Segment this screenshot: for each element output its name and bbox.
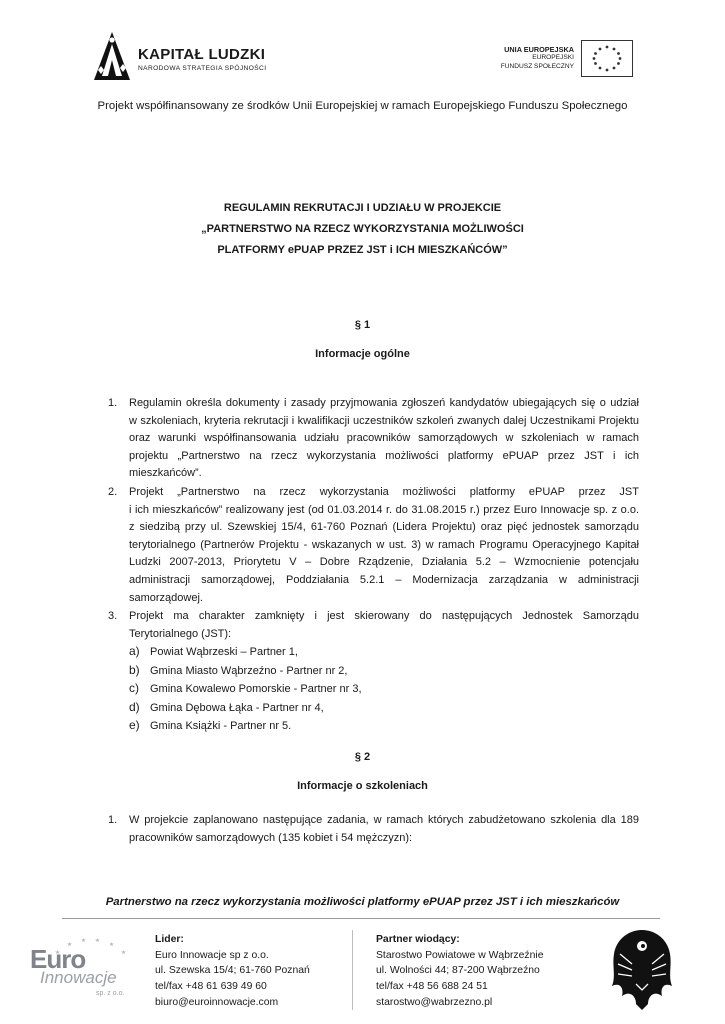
- eu-label-line3: FUNDUSZ SPOŁECZNY: [500, 62, 574, 70]
- leader-line: ul. Szewska 15/4; 61-760 Poznań: [155, 965, 310, 977]
- eu-label-line2: EUROPEJSKI: [532, 54, 574, 61]
- text-line: oraz warunki współfinansowania udziału pracowników samorządowych w szkoleniach w ramach: [129, 432, 639, 445]
- footer-divider: [62, 918, 660, 919]
- kapital-ludzki-title: KAPITAŁ LUDZKI: [138, 46, 266, 63]
- text-line: projektu „Partnerstwo na rzecz wykorzystania możliwości platformy ePUAP przez JST i ich: [129, 449, 639, 462]
- section2-heading: Informacje o szkoleniach: [297, 780, 428, 792]
- list-item: [129, 662, 529, 681]
- list-text: Powiat Wąbrzeski – Partner 1,: [150, 646, 298, 658]
- text-line: Regulamin określa dokumenty i zasady przyjmowania zgłoszeń kandydatów ubiegających się o udział: [129, 397, 639, 409]
- kapital-ludzki-logo-icon: [92, 30, 132, 82]
- footer-column-divider: [352, 930, 353, 1010]
- s1-item2-num: 2.: [108, 486, 118, 498]
- text-line: Terytorialnego (JST):: [129, 627, 232, 640]
- powiat-eagle-crest-icon: [606, 924, 678, 1014]
- partner-line: tel/fax +48 56 688 24 51: [376, 981, 488, 993]
- document-title: [0, 198, 725, 261]
- list-text: Gmina Miasto Wąbrzeźno - Partner nr 2,: [150, 664, 348, 677]
- list-letter: e): [129, 718, 140, 733]
- list-letter: b): [129, 662, 140, 677]
- text-line: w szkoleniach, kryteria rekrutacji i kwalifikacji uczestników szkoleń zwanych dalej Uczestnikami Projektu: [129, 414, 639, 427]
- list-item: [129, 680, 529, 699]
- text-line: Projekt ma charakter zamknięty i jest skierowany do następujących Jednostek Samorządu: [129, 610, 639, 622]
- euro-innowacje-logo: [26, 934, 136, 1014]
- s2-item1-text: [129, 812, 639, 847]
- s1-item3-text: [129, 608, 639, 643]
- leader-email[interactable]: biuro@euroinnowacje.com: [155, 996, 279, 1008]
- leader-heading: Lider:: [155, 934, 184, 945]
- s1-item2-text: [129, 484, 639, 607]
- partner-heading: Partner wiodący:: [376, 934, 460, 945]
- s2-item1-num: 1.: [108, 814, 118, 826]
- cofinancing-note: Projekt współfinansowany ze środków Unii Europejskiej w ramach Europejskiego Funduszu Społecznego: [97, 100, 628, 112]
- list-item: [129, 717, 529, 736]
- partner-line: Starostwo Powiatowe w Wąbrzeźnie: [376, 949, 544, 961]
- eu-flag-icon: [581, 40, 633, 77]
- innowacje-word: Innowacje: [40, 968, 117, 987]
- leader-line: tel/fax +48 61 639 49 60: [155, 981, 267, 993]
- footer-tagline: Partnerstwo na rzecz wykorzystania możliwości platformy ePUAP przez JST i ich mieszkańców: [105, 896, 620, 908]
- partner-info: [376, 932, 543, 1011]
- eu-label: [488, 45, 574, 71]
- text-line: terytorialnego (Partnerów Projektu - wskazanych w ust. 3) w ramach Programu Operacyjnego Kapitał: [129, 538, 639, 551]
- text-line: pracowników samorządowych (135 kobiet i 54 mężczyzn):: [129, 831, 413, 844]
- partners-list: [129, 643, 529, 736]
- document-title-line1: REGULAMIN REKRUTACJI I UDZIAŁU W PROJEKCIE: [223, 202, 502, 214]
- text-line: W projekcie zaplanowano następujące zadania, w ramach których zabudżetowano szkolenia dla 189: [129, 814, 639, 826]
- text-line: z siedzibą przy ul. Szewskiej 15/4, 61-760 Poznań (Lidera Projektu) oraz pięć jednostek samorządu: [129, 521, 639, 534]
- list-text: Gmina Kowalewo Pomorskie - Partner nr 3,: [150, 683, 362, 696]
- s1-item1-text: [129, 395, 639, 483]
- list-text: Gmina Książki - Partner nr 5.: [150, 720, 292, 733]
- euro-word: Euro: [30, 944, 86, 974]
- s1-item1-num: 1.: [108, 397, 118, 409]
- text-line: Ludzki 2007-2013, Priorytetu V – Dobre Rządzenie, Działania 5.2 – Wzmocnienie potencjału: [129, 556, 639, 569]
- document-title-line2: „PARTNERSTWO NA RZECZ WYKORZYSTANIA MOŻLIWOŚCI: [201, 223, 524, 235]
- list-letter: d): [129, 699, 140, 714]
- leader-info: [155, 932, 310, 1011]
- list-item: [129, 643, 529, 662]
- text-line: samorządowej.: [129, 591, 203, 604]
- document-title-line3: PLATFORMY ePUAP PRZEZ JST i ICH MIESZKAŃCÓW”: [217, 244, 508, 256]
- text-line: administracji samorządowej, Poddziałania 5.2.1 – Modernizacja zarządzania w administracji: [129, 573, 639, 586]
- list-letter: c): [129, 681, 139, 696]
- section1-mark: § 1: [354, 319, 371, 331]
- section1-heading: Informacje ogólne: [315, 348, 410, 360]
- list-text: Gmina Dębowa Łąka - Partner nr 4,: [150, 701, 324, 714]
- s1-item3-num: 3.: [108, 610, 118, 622]
- section2-mark: § 2: [354, 751, 371, 763]
- partner-line: ul. Wolności 44; 87-200 Wąbrzeźno: [376, 965, 540, 977]
- list-item: [129, 699, 529, 718]
- text-line: i ich mieszkańców” realizowany jest (od 01.03.2014 r. do 31.08.2015 r.) przez Euro Innowacje sp. z o.o.: [129, 503, 639, 516]
- text-line: Projekt „Partnerstwo na rzecz wykorzystania możliwości platformy ePUAP przez JST: [129, 486, 639, 498]
- kapital-ludzki-subtitle: NARODOWA STRATEGIA SPÓJNOŚCI: [138, 65, 267, 72]
- leader-line: Euro Innowacje sp z o.o.: [155, 949, 269, 961]
- text-line: mieszkańców”.: [129, 467, 202, 480]
- eu-label-line1: UNIA EUROPEJSKA: [504, 45, 574, 54]
- partner-email[interactable]: starostwo@wabrzezno.pl: [376, 996, 493, 1008]
- list-letter: a): [129, 644, 140, 658]
- company-suffix: sp. z o.o.: [96, 990, 125, 997]
